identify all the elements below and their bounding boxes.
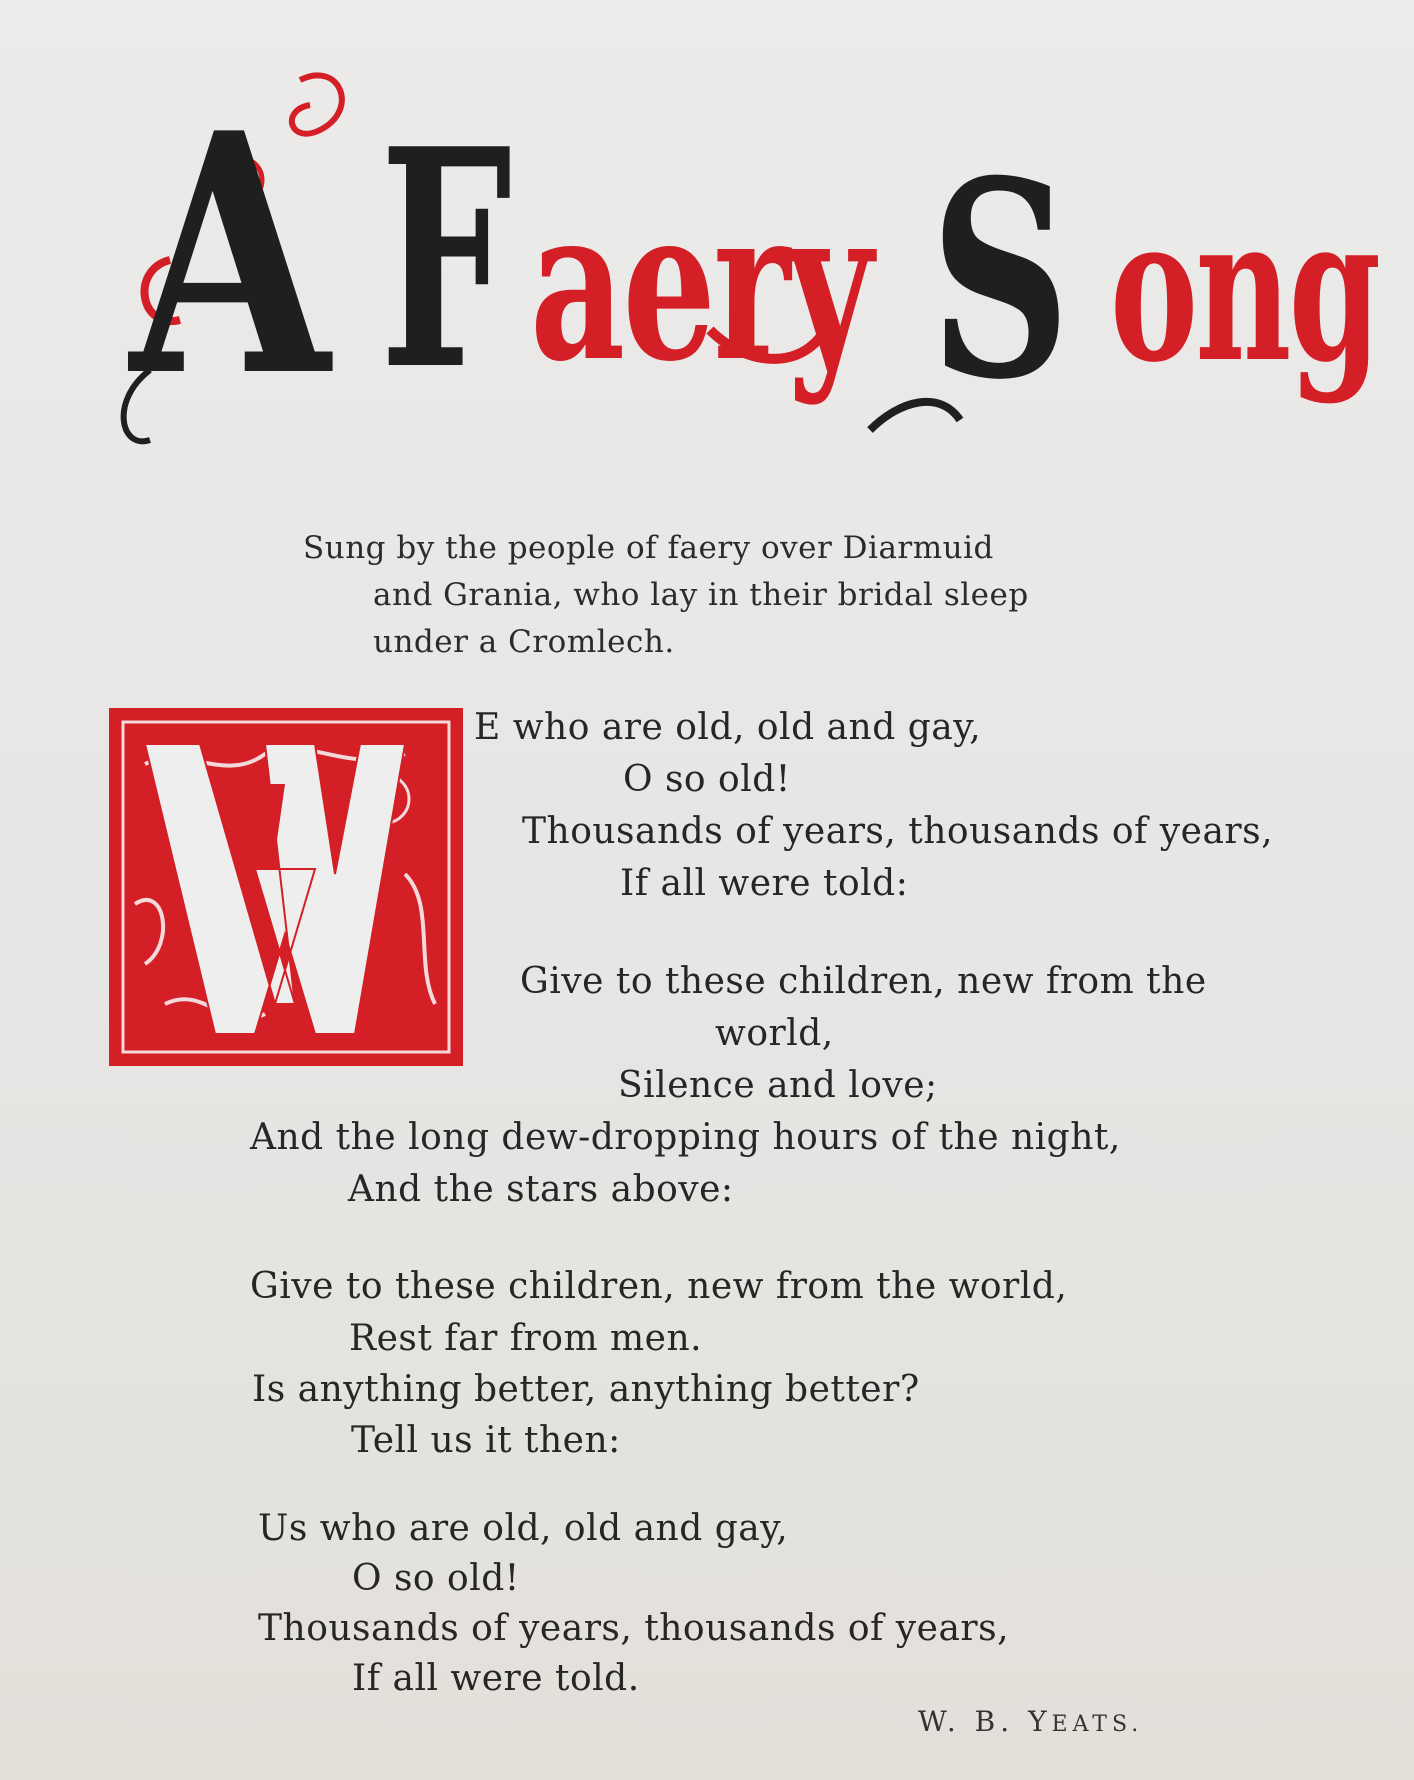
- poem-line: If all were told:: [620, 863, 909, 904]
- title-word-aery: aery: [530, 161, 871, 408]
- page-title: [110, 61, 1379, 470]
- poem-line: Give to these children, new from the: [520, 961, 1207, 1002]
- poem-line: Rest far from men.: [349, 1318, 703, 1359]
- author-initials: W. B. Y: [918, 1705, 1052, 1738]
- title-letter-f: F: [380, 83, 513, 436]
- poem-line: O so old!: [623, 759, 791, 800]
- title-word-ong: ong: [1110, 172, 1379, 407]
- poem-line: Thousands of years, thousands of years,: [522, 811, 1274, 852]
- poem-line: world,: [715, 1013, 834, 1054]
- poem-line: Thousands of years, thousands of years,: [258, 1608, 1010, 1649]
- title-letter-s: S: [930, 121, 1071, 439]
- subtitle-line: under a Cromlech.: [373, 624, 675, 660]
- poem-line: If all were told.: [352, 1658, 640, 1699]
- poem-line: Silence and love;: [618, 1065, 938, 1106]
- poem-line: Is anything better, anything better?: [252, 1369, 920, 1410]
- dropcap-w-illustration: [105, 704, 467, 1070]
- poem-line: And the stars above:: [348, 1169, 734, 1210]
- poem-line: Us who are old, old and gay,: [258, 1508, 789, 1549]
- dropcap-letter: W: [285, 1034, 287, 1035]
- subtitle-line: Sung by the people of faery over Diarmuid: [303, 530, 994, 566]
- poem-line: Give to these children, new from the world,: [250, 1266, 1068, 1307]
- poem-line: Tell us it then:: [351, 1420, 621, 1461]
- title-letter-a: A: [130, 61, 322, 449]
- author-signature: [918, 1705, 1143, 1738]
- poem-line: O so old!: [352, 1558, 520, 1599]
- author-surname-smallcaps: EATS.: [1051, 1712, 1144, 1737]
- poem-line: And the long dew-dropping hours of the night,: [250, 1117, 1121, 1158]
- subtitle-line: and Grania, who lay in their bridal sleep: [373, 577, 1029, 613]
- subtitle: [303, 525, 1029, 666]
- poem-line: E who are old, old and gay,: [474, 707, 982, 748]
